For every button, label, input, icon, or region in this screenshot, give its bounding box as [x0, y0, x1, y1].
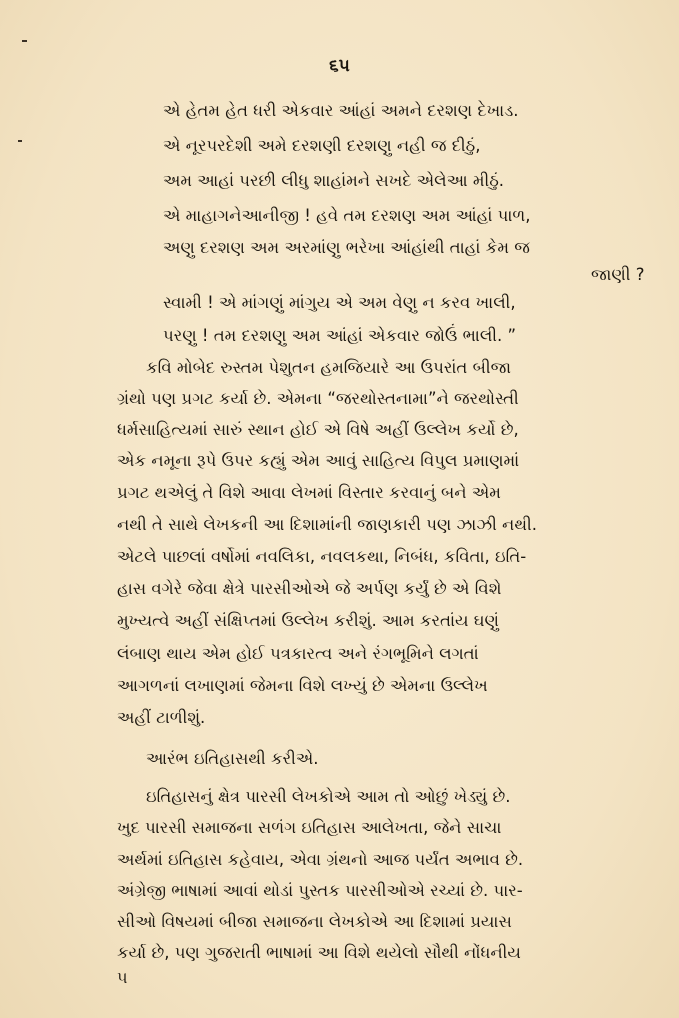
- paragraph-line: અહીં ટાળીશું.: [117, 708, 206, 727]
- poem-line: જાણી ?: [591, 265, 645, 284]
- paragraph-line: આરંભ ઇતિહાસથી કરીએ.: [146, 749, 319, 768]
- paragraph-line: કર્યા છે, પણ ગુજરાતી ભાષામાં આ વિશે થયેલો સૌથી નોંધનીય: [117, 943, 521, 962]
- page-number: ૬૫: [329, 56, 350, 76]
- paragraph-line: ધર્મસાહિત્યમાં સારું સ્થાન હોઈ એ વિષે અહીં ઉલ્લેખ કર્યો છે,: [117, 420, 519, 439]
- paragraph-line: ગ્રંથો પણ પ્રગટ કર્યા છે. એમના “જરથોસ્તનામા”ને જરથોસ્તી: [117, 389, 519, 408]
- margin-speck: [22, 40, 27, 42]
- poem-line: એ માહાગનેઆનીજી ! હવે તમ દરશણ અમ આંહાં પાળ,: [163, 206, 531, 225]
- paragraph-line: મુખ્યત્વે અહીં સંક્ષિપ્તમાં ઉલ્લેખ કરીશું. આમ કરતાંય ઘણું: [117, 611, 499, 630]
- paragraph-line: એટલે પાછલાં વર્ષોમાં નવલિકા, નવલકથા, નિબંધ, કવિતા, ઇતિ-: [117, 547, 527, 566]
- paragraph-line: અંગ્રેજી ભાષામાં આવાં થોડાં પુસ્તક પારસીઓએ રચ્યાં છે. પાર-: [117, 881, 523, 900]
- paragraph-line: અર્થમાં ઇતિહાસ કહેવાય, એવા ગ્રંથનો આજ પર્યંત અભાવ છે.: [117, 850, 524, 869]
- paragraph-line: પ્રગટ થએલું તે વિશે આવા લેખમાં વિસ્તાર કરવાનું બને એમ: [117, 483, 501, 502]
- poem-line: એ હેતમ હેત ધરી એકવાર આંહાં અમને દરશણ દેખાડ.: [163, 101, 519, 120]
- paragraph-line: નથી તે સાથે લેખકની આ દિશામાંની જાણકારી પણ ઝાઝી નથી.: [117, 515, 537, 534]
- poem-line: પરણુ ! તમ દરશણુ અમ આંહાં એકવાર જોઉં ભાલી. ”: [163, 326, 517, 345]
- paragraph-line: સીઓ વિષયમાં બીજા સમાજના લેખકોએ આ દિશામાં પ્રયાસ: [117, 912, 512, 931]
- poem-line: સ્વામી ! એ માંગણું માંગુય એ અમ વેણુ ન કરવ ખાલી,: [163, 293, 516, 312]
- paragraph-line: ખુદ પારસી સમાજના સળંગ ઇતિહાસ આલેખતા, જેને સાચા: [117, 818, 502, 837]
- margin-speck: [18, 140, 22, 142]
- signature-mark: ૫: [117, 968, 128, 987]
- paragraph-line: કવિ મોબેદ રુસ્તમ પેશુતન હમજિયારે આ ઉપરાંત બીજા: [146, 358, 511, 377]
- paragraph-line: એક નમૂના રૂપે ઉપર કહ્યું એમ આવું સાહિત્ય વિપુલ પ્રમાણમાં: [117, 451, 520, 470]
- poem-line: એ નૂરપરદેશી અમે દરશણી દરશણુ નહી જ દીઠું,: [163, 136, 481, 155]
- paragraph-line: હાસ વગેરે જેવા ક્ષેત્રે પારસીઓએ જે અર્પણ કર્યું છે એ વિશે: [117, 579, 502, 598]
- poem-line: અણુ દરશણ અમ અરમાંણુ ભરેખા આંહાંથી તાહાં કેમ જ: [163, 238, 530, 257]
- paragraph-line: આગળનાં લખાણમાં જેમના વિશે લખ્યું છે એમના ઉલ્લેખ: [117, 676, 488, 695]
- paragraph-line: ઇતિહાસનું ક્ષેત્ર પારસી લેખકોએ આમ તો ઓછું ખેડ્યું છે.: [146, 787, 511, 806]
- paragraph-line: લંબાણ થાય એમ હોઈ પત્રકારત્વ અને રંગભૂમિને લગતાં: [117, 644, 479, 663]
- poem-line: અમ આહાં પરછી લીધુ શાહાંમને સખદે એલેઆ મીઠું.: [163, 171, 505, 190]
